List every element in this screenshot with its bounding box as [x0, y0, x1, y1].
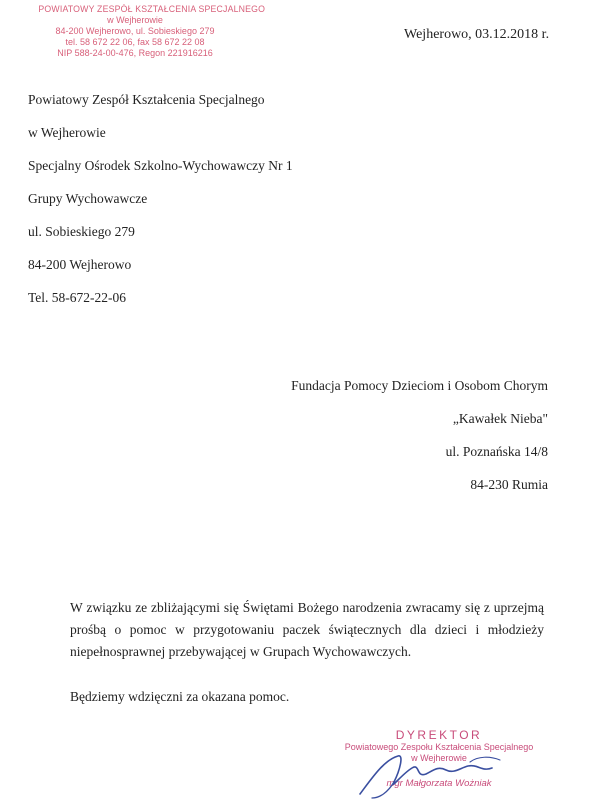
sender-line: ul. Sobieskiego 279	[28, 224, 135, 239]
stamp-phone: tel. 58 672 22 06, fax 58 672 22 08	[65, 37, 205, 47]
signature-institution: Powiatowego Zespołu Kształcenia Specjalnego	[344, 742, 534, 752]
signature-title: DYREKTOR	[395, 728, 483, 742]
signature-city: w Wejherowie	[411, 753, 467, 763]
body-paragraph: W związku ze zbliżającymi się Świętami Bożego narodzenia zwracamy się z uprzejmą prośbą o pomoc w przygotowaniu paczek świątecznych dla dzieci i młodzieży niepełnosprawnej przebywającej w Grupach Wychowawczych.	[70, 600, 544, 659]
sender-line: Specjalny Ośrodek Szkolno-Wychowawczy Nr 1	[28, 158, 293, 173]
closing-line: Będziemy wdzięczni za okazana pomoc.	[70, 689, 290, 704]
stamp-nip-regon: NIP 588-24-00-476, Regon 221916216	[57, 48, 213, 58]
letter-body	[70, 597, 544, 708]
stamp-title: POWIATOWY ZESPÓŁ KSZTAŁCENIA SPECJALNEGO	[38, 4, 266, 15]
signature-name: mgr Małgorzata Wożniak	[386, 778, 492, 789]
date-line: Wejherowo, 03.12.2018 r.	[404, 27, 550, 42]
recipient-address	[291, 378, 548, 510]
header-stamp	[30, 4, 266, 59]
sender-address	[28, 92, 293, 323]
recipient-line: „Kawałek Nieba"	[452, 411, 548, 426]
sender-line: w Wejherowie	[28, 125, 106, 140]
handwritten-signature	[350, 748, 520, 800]
recipient-line: ul. Poznańska 14/8	[445, 444, 548, 459]
recipient-line: Fundacja Pomocy Dzieciom i Osobom Chorym	[291, 378, 548, 393]
stamp-address: 84-200 Wejherowo, ul. Sobieskiego 279	[55, 26, 215, 36]
sender-line: 84-200 Wejherowo	[28, 257, 132, 272]
sender-line: Grupy Wychowawcze	[28, 191, 148, 206]
stamp-city: w Wejherowie	[107, 15, 163, 25]
recipient-line: 84-230 Rumia	[470, 477, 548, 492]
sender-line: Tel. 58-672-22-06	[28, 290, 127, 305]
sender-line: Powiatowy Zespół Kształcenia Specjalnego	[28, 92, 265, 107]
